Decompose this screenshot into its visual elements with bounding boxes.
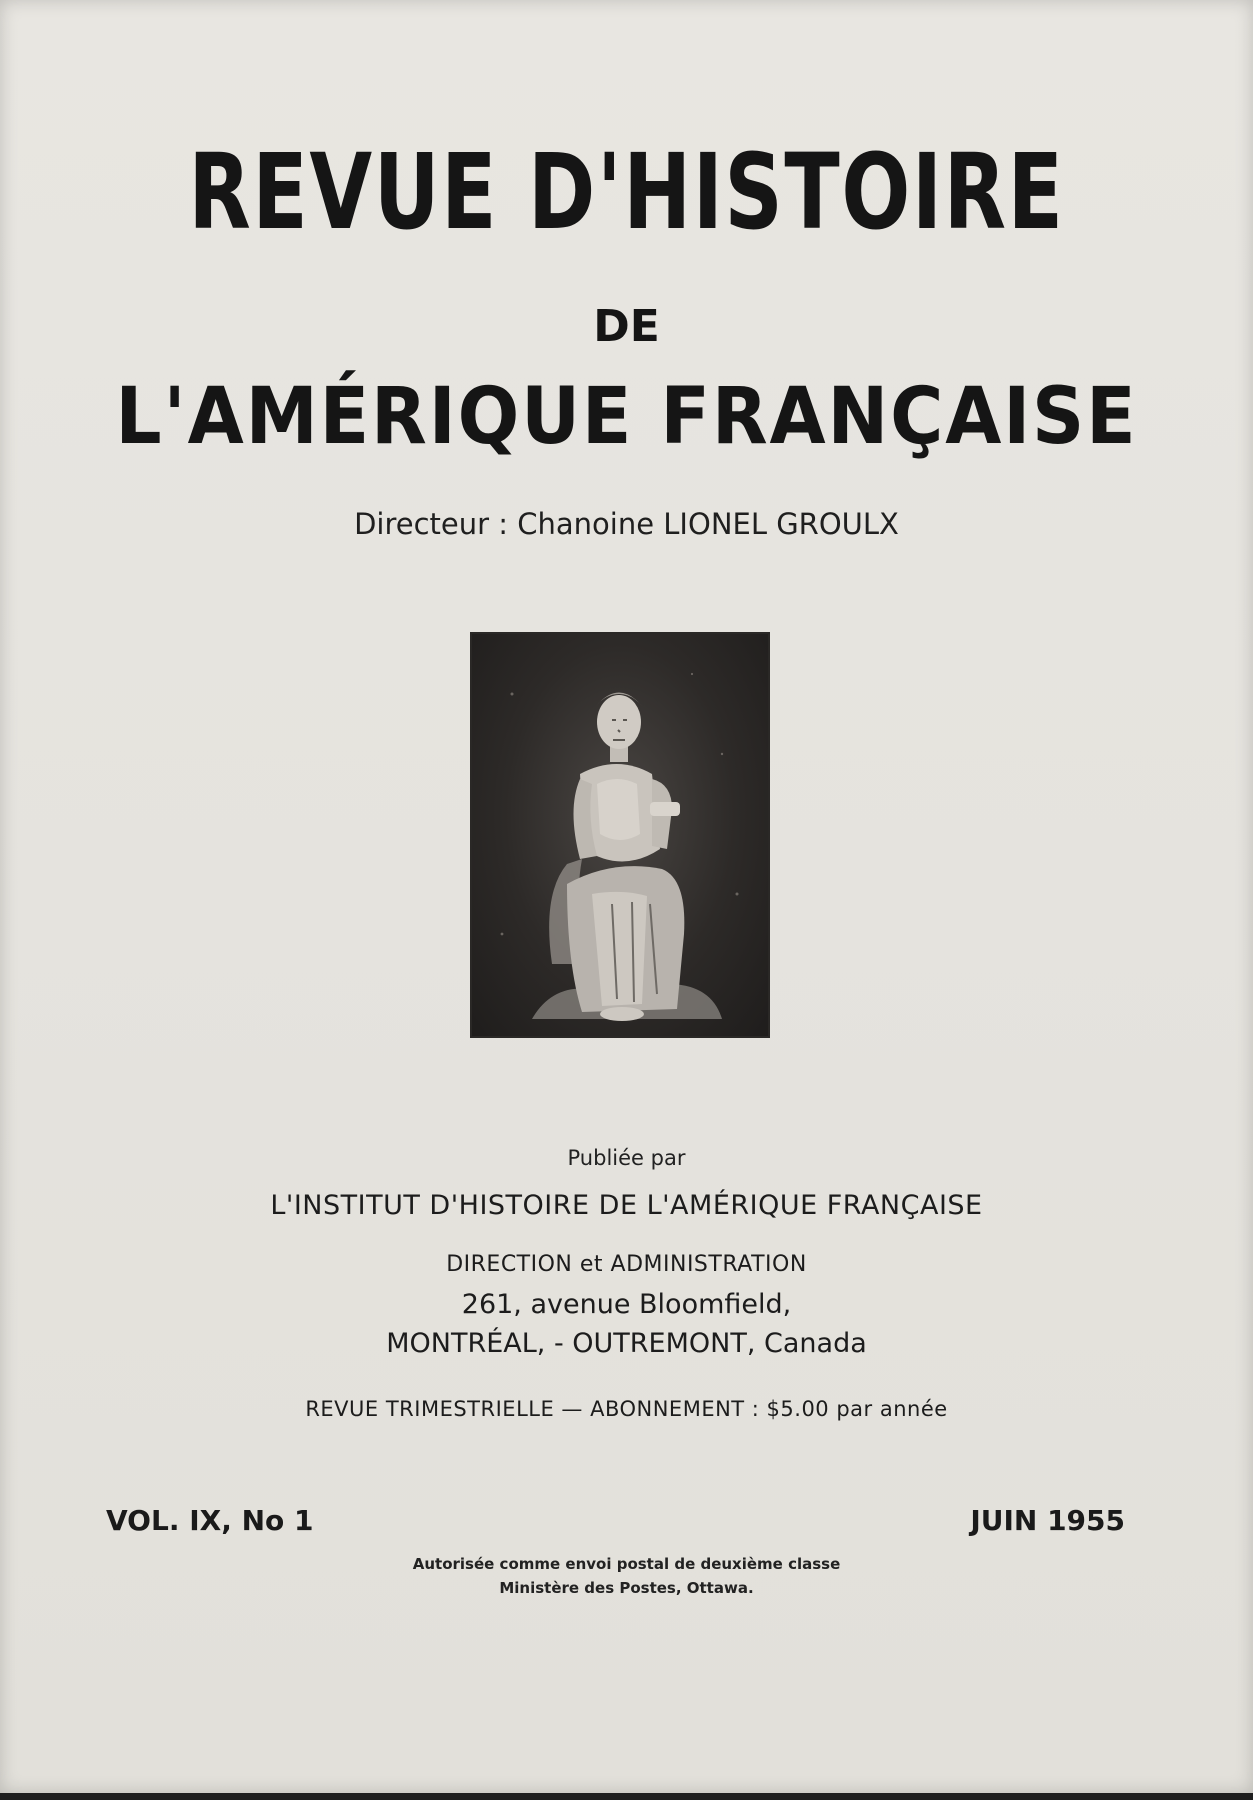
cover-title-de: DE (593, 301, 660, 352)
publisher-name: L'INSTITUT D'HISTOIRE DE L'AMÉRIQUE FRANÇAISE (270, 1190, 983, 1221)
statue-illustration (470, 632, 770, 1038)
seated-statue-icon (472, 634, 768, 1036)
postal-notice-line-1: Autorisée comme envoi postal de deuxième classe (412, 1555, 841, 1573)
cover-title-main: REVUE D'HISTOIRE (188, 131, 1065, 253)
address-line-2: MONTRÉAL, - OUTREMONT, Canada (386, 1328, 867, 1359)
published-by-label: Publiée par (567, 1146, 686, 1170)
postal-notice-line-2: Ministère des Postes, Ottawa. (499, 1579, 754, 1597)
director-line: Directeur : Chanoine LIONEL GROULX (354, 507, 899, 541)
subscription-line: REVUE TRIMESTRIELLE — ABONNEMENT : $5.00 par année (305, 1397, 948, 1421)
volume-number: VOL. IX, No 1 (106, 1504, 314, 1537)
cover-title-amerique: L'AMÉRIQUE FRANÇAISE (115, 372, 1138, 462)
address-line-1: 261, avenue Bloomfield, (461, 1289, 792, 1320)
issue-date: JUIN 1955 (970, 1504, 1125, 1537)
direction-label: DIRECTION et ADMINISTRATION (446, 1252, 807, 1277)
